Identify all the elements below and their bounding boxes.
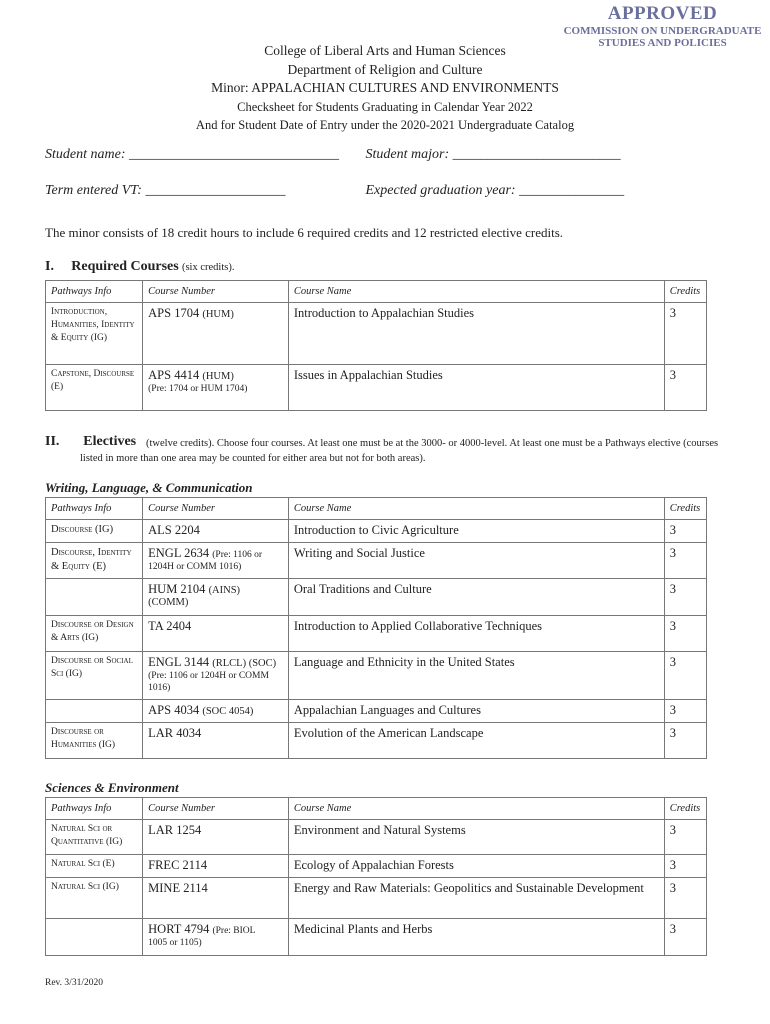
table-row [46, 652, 707, 700]
section-2-number: II. [45, 434, 60, 449]
course-tag: (HUM) [202, 309, 234, 320]
section-1-number: I. [45, 259, 54, 274]
stamp-studies: STUDIES AND POLICIES [598, 37, 727, 49]
pathways-cell: Discourse (IG) [46, 520, 143, 543]
course-name-cell: Introduction to Applied Collaborative Techniques [288, 616, 664, 652]
revision-footer: Rev. 3/31/2020 [45, 978, 103, 988]
table-row [46, 855, 707, 878]
course-number: ENGL 2634 [148, 546, 210, 560]
course-name-cell: Language and Ethnicity in the United States [288, 652, 664, 700]
credits-cell: 3 [664, 520, 706, 543]
credits-cell: 3 [664, 616, 706, 652]
table-row [46, 700, 707, 723]
pathways-cell: Capstone, Discourse (E) [46, 365, 143, 411]
credits-cell: 3 [664, 919, 706, 956]
term-entered-field[interactable]: Term entered VT: ____________________ [45, 183, 286, 198]
course-name-cell: Issues in Appalachian Studies [288, 365, 664, 411]
course-tag: (AINS) [208, 585, 241, 596]
course-number: APS 4034 [148, 703, 200, 717]
credits-cell: 3 [664, 365, 706, 411]
stamp-approved: APPROVED [607, 3, 718, 24]
course-tag: (Pre: BIOL [212, 926, 256, 936]
writing-courses-table [45, 497, 707, 759]
table-row [46, 616, 707, 652]
course-prereq: (COMM) [148, 597, 189, 608]
course-number-cell: LAR 4034 [143, 723, 289, 759]
col-number: Course Number [143, 798, 289, 820]
course-number: HUM 2104 [148, 582, 206, 596]
section-1-title: Required Courses [71, 259, 179, 274]
credits-cell: 3 [664, 579, 706, 616]
course-number: APS 4414 [148, 368, 200, 382]
pathways-cell: Natural Sci or Quantitative (IG) [46, 820, 143, 855]
pathways-cell: Discourse or Design & Arts (IG) [46, 616, 143, 652]
pathways-cell: Discourse, Identity & Equity (E) [46, 543, 143, 579]
section-1-heading [45, 258, 234, 275]
col-pathways: Pathways Info [46, 798, 143, 820]
course-name-cell: Introduction to Civic Agriculture [288, 520, 664, 543]
stamp-commission: COMMISSION ON UNDERGRADUATE [563, 25, 762, 37]
table-row [46, 579, 707, 616]
course-number-cell [143, 365, 289, 411]
credits-cell: 3 [664, 855, 706, 878]
course-number-cell [143, 700, 289, 723]
college-name: College of Liberal Arts and Human Sciences [264, 43, 506, 58]
course-number: HORT 4794 [148, 922, 210, 936]
pathways-cell: Discourse or Social Sci (IG) [46, 652, 143, 700]
table-row [46, 878, 707, 919]
course-number-cell: MINE 2114 [143, 878, 289, 919]
section-1-note: (six credits). [181, 262, 235, 273]
course-number-cell: ALS 2204 [143, 520, 289, 543]
course-name-cell: Medicinal Plants and Herbs [288, 919, 664, 956]
graduation-year-field[interactable]: Expected graduation year: _______________ [365, 183, 625, 198]
course-name-cell: Writing and Social Justice [288, 543, 664, 579]
col-pathways: Pathways Info [46, 498, 143, 520]
catalog-note: And for Student Date of Entry under the 2020-2021 Undergraduate Catalog [195, 118, 575, 132]
table-row [46, 520, 707, 543]
course-name-cell: Oral Traditions and Culture [288, 579, 664, 616]
table-row [46, 723, 707, 759]
credits-cell: 3 [664, 820, 706, 855]
pathways-cell [46, 700, 143, 723]
table-row [46, 919, 707, 956]
credits-cell: 3 [664, 652, 706, 700]
table-row [46, 820, 707, 855]
course-tag: (RLCL) (SOC) [212, 658, 277, 669]
checksheet-title: Checksheet for Students Graduating in Calendar Year 2022 [237, 99, 533, 114]
credits-cell: 3 [664, 543, 706, 579]
col-name: Course Name [288, 798, 664, 820]
required-courses-table [45, 280, 707, 411]
minor-title: Minor: APPALACHIAN CULTURES AND ENVIRONMENTS [211, 80, 559, 95]
course-number-cell [143, 919, 289, 956]
col-credits: Credits [664, 498, 706, 520]
document-header [0, 42, 770, 135]
course-tag: (Pre: 1106 or [212, 550, 263, 560]
table-header-row [46, 281, 707, 303]
col-credits: Credits [664, 798, 706, 820]
field-row-2 [45, 183, 624, 199]
pathways-cell [46, 579, 143, 616]
course-prereq: (Pre: 1704 or HUM 1704) [148, 384, 248, 394]
table-header-row [46, 798, 707, 820]
col-number: Course Number [143, 498, 289, 520]
credits-cell: 3 [664, 878, 706, 919]
pathways-cell: Natural Sci (IG) [46, 878, 143, 919]
course-name-cell: Energy and Raw Materials: Geopolitics and Sustainable Development [288, 878, 664, 919]
pathways-cell: Introduction, Humanities, Identity & Equity (IG) [46, 303, 143, 365]
course-tag: (SOC 4054) [202, 706, 254, 717]
student-major-field[interactable]: Student major: ________________________ [365, 147, 621, 162]
course-number-cell [143, 652, 289, 700]
student-name-field[interactable]: Student name: ______________________________ [45, 147, 339, 162]
course-number: ENGL 3144 [148, 655, 210, 669]
col-credits: Credits [664, 281, 706, 303]
credits-cell: 3 [664, 303, 706, 365]
credits-cell: 3 [664, 723, 706, 759]
col-name: Course Name [288, 498, 664, 520]
course-number-cell: LAR 1254 [143, 820, 289, 855]
pathways-cell: Natural Sci (E) [46, 855, 143, 878]
section-2-note: (twelve credits). Choose four courses. At least one must be at the 3000- or 4000-level. At least one must be a Pathways elective (courses listed in more than one area may be counted for either area but not for both areas). [80, 438, 719, 464]
intro-text: The minor consists of 18 credit hours to include 6 required credits and 12 restricted elective credits. [45, 225, 564, 240]
col-name: Course Name [288, 281, 664, 303]
course-number-cell [143, 579, 289, 616]
credits-cell: 3 [664, 700, 706, 723]
course-name-cell: Evolution of the American Landscape [288, 723, 664, 759]
course-number: APS 1704 [148, 306, 200, 320]
course-number-cell [143, 543, 289, 579]
writing-heading: Writing, Language, & Communication [45, 480, 253, 495]
course-tag: (HUM) [202, 371, 234, 382]
course-name-cell: Introduction to Appalachian Studies [288, 303, 664, 365]
course-prereq: 1204H or COMM 1016) [148, 562, 242, 572]
sciences-courses-table [45, 797, 707, 956]
course-name-cell: Environment and Natural Systems [288, 820, 664, 855]
course-name-cell: Ecology of Appalachian Forests [288, 855, 664, 878]
table-row [46, 543, 707, 579]
course-number-cell: TA 2404 [143, 616, 289, 652]
sciences-heading: Sciences & Environment [45, 780, 179, 795]
table-header-row [46, 498, 707, 520]
course-number-cell: FREC 2114 [143, 855, 289, 878]
department-name: Department of Religion and Culture [287, 61, 483, 77]
section-2-title: Electives [83, 434, 137, 449]
course-prereq: (Pre: 1106 or 1204H or COMM 1016) [148, 671, 269, 693]
pathways-cell [46, 919, 143, 956]
course-prereq: 1005 or 1105) [148, 938, 202, 948]
col-number: Course Number [143, 281, 289, 303]
course-number-cell [143, 303, 289, 365]
col-pathways: Pathways Info [46, 281, 143, 303]
course-name-cell: Appalachian Languages and Cultures [288, 700, 664, 723]
table-row [46, 303, 707, 365]
pathways-cell: Discourse or Humanities (IG) [46, 723, 143, 759]
field-row-1 [45, 147, 621, 163]
table-row [46, 365, 707, 411]
